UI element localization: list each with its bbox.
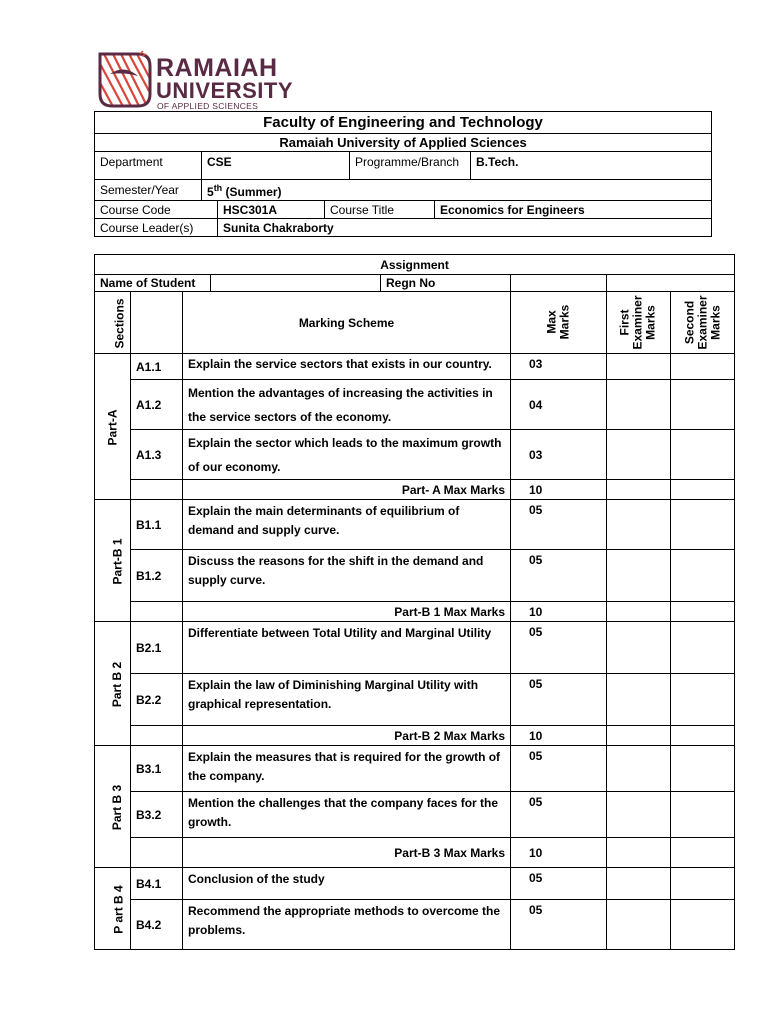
part-total-value: 10 [511, 602, 607, 622]
second-line2: Examiner [695, 294, 710, 350]
first-examiner-total[interactable] [607, 838, 671, 868]
question-code: B1.1 [131, 500, 183, 550]
question-code: B3.2 [131, 792, 183, 838]
question-code: B2.2 [131, 674, 183, 726]
course-title-value: Economics for Engineers [435, 201, 712, 219]
first-examiner-marks[interactable] [607, 500, 671, 550]
programme-value: B.Tech. [471, 152, 712, 180]
part-b3-label: Part B 3 [110, 784, 125, 830]
question-text: Explain the service sectors that exists in our country. [183, 354, 511, 380]
second-line1: Second [682, 300, 697, 344]
first-examiner-total[interactable] [607, 602, 671, 622]
total-code-blank [131, 602, 183, 622]
first-line1: First [618, 309, 632, 336]
second-examiner-marks[interactable] [671, 430, 735, 480]
max-line1: Max [544, 310, 559, 334]
second-examiner-total[interactable] [671, 602, 735, 622]
max-marks: 05 [511, 622, 607, 674]
assignment-table [94, 254, 735, 950]
first-examiner-marks[interactable] [607, 792, 671, 838]
semester-num: 5 [207, 185, 214, 199]
first-examiner-marks[interactable] [607, 380, 671, 430]
question-text: Explain the main determinants of equilibrium of demand and supply curve. [183, 500, 511, 550]
col-first-examiner [607, 292, 671, 354]
max-marks: 05 [511, 550, 607, 602]
course-info-table [94, 111, 712, 237]
assignment-title: Assignment [95, 255, 735, 275]
first-examiner-marks[interactable] [607, 900, 671, 950]
section-part-b1 [95, 500, 131, 622]
semester-sup: th [213, 183, 223, 193]
semester-rest: (Summer) [222, 185, 282, 199]
col-code [131, 292, 183, 354]
max-marks: 05 [511, 500, 607, 550]
question-text: Conclusion of the study [183, 868, 511, 900]
course-leader-value: Sunita Chakraborty [218, 219, 712, 237]
question-text: Explain the measures that is required for the growth of the company. [183, 746, 511, 792]
question-code: A1.2 [131, 380, 183, 430]
second-examiner-marks[interactable] [671, 792, 735, 838]
first-examiner-marks[interactable] [607, 868, 671, 900]
question-code: B2.1 [131, 622, 183, 674]
regn-no-label: Regn No [381, 275, 511, 292]
max-marks: 05 [511, 674, 607, 726]
student-name-field[interactable] [211, 275, 381, 292]
max-marks: 03 [511, 430, 607, 480]
first-examiner-marks[interactable] [607, 550, 671, 602]
department-value: CSE [202, 152, 350, 180]
part-total-label: Part-B 2 Max Marks [183, 726, 511, 746]
second-examiner-marks[interactable] [671, 900, 735, 950]
col-max-marks [511, 292, 607, 354]
part-total-value: 10 [511, 726, 607, 746]
second-examiner-marks[interactable] [671, 500, 735, 550]
course-code-value: HSC301A [218, 201, 325, 219]
first-examiner-total[interactable] [607, 726, 671, 746]
question-code: B1.2 [131, 550, 183, 602]
col-sections [95, 292, 131, 354]
university-title: Ramaiah University of Applied Sciences [95, 134, 712, 152]
first-examiner-header [619, 295, 658, 349]
question-code: B4.1 [131, 868, 183, 900]
part-b4-label: P art B 4 [111, 884, 126, 934]
second-examiner-total[interactable] [671, 726, 735, 746]
total-code-blank [131, 838, 183, 868]
part-total-label: Part-B 3 Max Marks [183, 838, 511, 868]
second-examiner-total[interactable] [671, 480, 735, 500]
second-examiner-marks[interactable] [671, 622, 735, 674]
second-examiner-marks[interactable] [671, 868, 735, 900]
question-text: Explain the sector which leads to the maximum growth of our economy. [183, 430, 511, 480]
section-part-b3 [95, 746, 131, 868]
logo-emblem-icon [96, 50, 152, 108]
part-total-label: Part-B 1 Max Marks [183, 602, 511, 622]
question-text: Differentiate between Total Utility and Marginal Utility [183, 622, 511, 674]
second-examiner-marks[interactable] [671, 380, 735, 430]
question-code: A1.1 [131, 354, 183, 380]
part-total-label: Part- A Max Marks [183, 480, 511, 500]
question-text: Mention the challenges that the company faces for the growth. [183, 792, 511, 838]
first-examiner-marks[interactable] [607, 674, 671, 726]
question-text: Mention the advantages of increasing the activities in the service sectors of the economy. [183, 380, 511, 430]
course-leader-label: Course Leader(s) [95, 219, 218, 237]
part-total-value: 10 [511, 480, 607, 500]
section-part-b4 [95, 868, 131, 950]
part-a-label: Part-A [105, 408, 120, 446]
max-marks: 05 [511, 792, 607, 838]
section-part-b2 [95, 622, 131, 746]
total-code-blank [131, 480, 183, 500]
max-marks: 04 [511, 380, 607, 430]
first-examiner-marks[interactable] [607, 622, 671, 674]
second-examiner-marks[interactable] [671, 746, 735, 792]
faculty-title: Faculty of Engineering and Technology [95, 112, 712, 134]
logo-text-university: UNIVERSITY [156, 78, 294, 103]
question-text: Discuss the reasons for the shift in the demand and supply curve. [183, 550, 511, 602]
second-examiner-marks[interactable] [671, 550, 735, 602]
question-code: B3.1 [131, 746, 183, 792]
total-code-blank [131, 726, 183, 746]
second-examiner-header [683, 295, 722, 349]
logo-text-ramaiah: RAMAIAH [156, 54, 278, 82]
semester-label: Semester/Year [95, 180, 202, 201]
first-examiner-marks[interactable] [607, 746, 671, 792]
question-text: Explain the law of Diminishing Marginal Utility with graphical representation. [183, 674, 511, 726]
course-title-label: Course Title [325, 201, 435, 219]
part-total-value: 10 [511, 838, 607, 868]
max-line2: Marks [557, 304, 572, 340]
regn-blank [607, 275, 735, 292]
max-marks: 05 [511, 868, 607, 900]
section-part-a [95, 354, 131, 500]
part-b1-label: Part-B 1 [110, 537, 125, 585]
max-marks: 03 [511, 354, 607, 380]
question-code: A1.3 [131, 430, 183, 480]
university-logo [96, 50, 296, 111]
second-examiner-marks[interactable] [671, 674, 735, 726]
max-marks-header [546, 305, 572, 340]
second-examiner-marks[interactable] [671, 354, 735, 380]
first-examiner-total[interactable] [607, 480, 671, 500]
question-text: Recommend the appropriate methods to overcome the problems. [183, 900, 511, 950]
logo-text-applied-sciences: OF APPLIED SCIENCES [157, 101, 259, 111]
col-marking-scheme: Marking Scheme [183, 292, 511, 354]
part-b2-label: Part B 2 [110, 661, 125, 707]
semester-value [202, 180, 712, 201]
sections-header: Sections [112, 297, 127, 349]
col-second-examiner [671, 292, 735, 354]
first-examiner-marks[interactable] [607, 354, 671, 380]
programme-label: Programme/Branch [350, 152, 471, 180]
question-code: B4.2 [131, 900, 183, 950]
first-examiner-marks[interactable] [607, 430, 671, 480]
max-marks: 05 [511, 900, 607, 950]
first-line3: Marks [644, 304, 658, 340]
course-code-label: Course Code [95, 201, 218, 219]
first-line2: Examiner [631, 294, 645, 350]
regn-no-field[interactable] [511, 275, 607, 292]
second-examiner-total[interactable] [671, 838, 735, 868]
student-name-label: Name of Student [95, 275, 211, 292]
second-line3: Marks [708, 304, 723, 340]
department-label: Department [95, 152, 202, 180]
max-marks: 05 [511, 746, 607, 792]
